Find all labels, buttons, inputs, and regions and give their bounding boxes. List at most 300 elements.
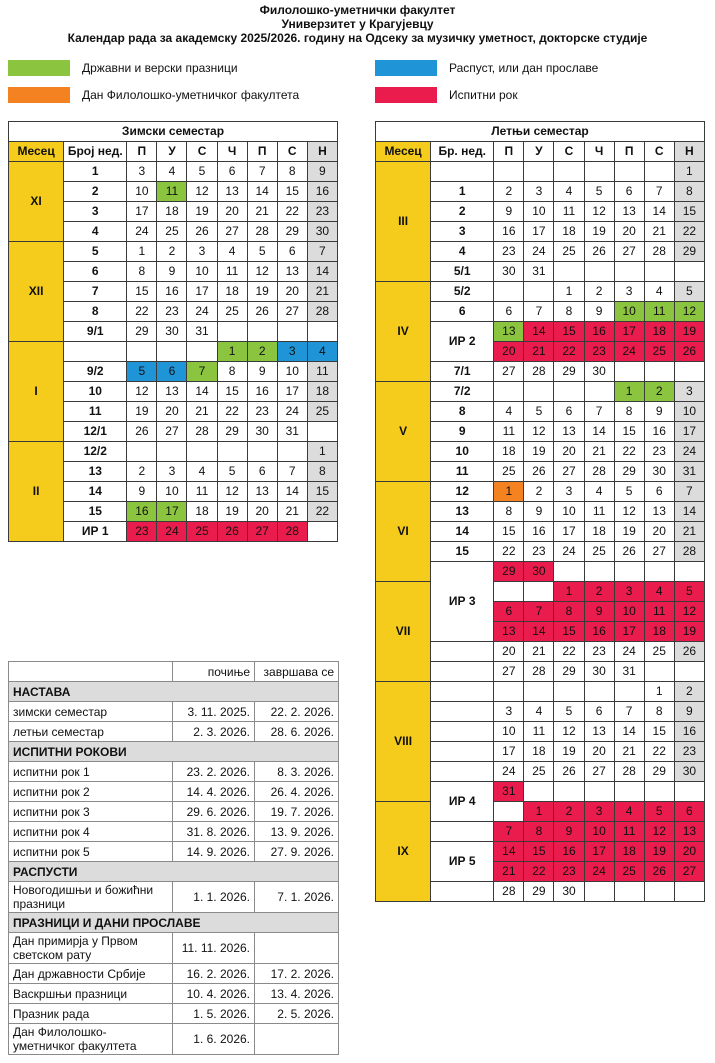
day-cell: 12 — [674, 302, 704, 322]
week-number: 7/2 — [431, 382, 494, 402]
week-number: 1 — [64, 162, 127, 182]
week-number: 8 — [431, 402, 494, 422]
day-cell: 7 — [307, 242, 337, 262]
start-date: 16. 2. 2026. — [173, 964, 255, 984]
day-cell: 25 — [187, 522, 217, 542]
day-cell: 28 — [644, 242, 674, 262]
day-cell: 14 — [187, 382, 217, 402]
month-label: VII — [376, 582, 431, 682]
day-cell: 1 — [127, 242, 157, 262]
day-cell: 7 — [277, 462, 307, 482]
day-cell: 26 — [247, 302, 277, 322]
start-date: 23. 2. 2026. — [173, 762, 255, 782]
day-cell — [307, 422, 337, 442]
day-cell: 15 — [217, 382, 247, 402]
day-cell: 11 — [157, 182, 187, 202]
day-cell: 27 — [277, 302, 307, 322]
day-cell: 2 — [524, 482, 554, 502]
day-cell — [494, 382, 524, 402]
day-cell: 17 — [674, 422, 704, 442]
day-cell: 8 — [127, 262, 157, 282]
start-date: 14. 9. 2026. — [173, 842, 255, 862]
column-header: С — [554, 142, 584, 162]
week-number — [431, 722, 494, 742]
day-cell: 31 — [277, 422, 307, 442]
day-cell: 18 — [614, 842, 644, 862]
day-cell: 11 — [217, 262, 247, 282]
date-label: зимски семестар — [9, 702, 173, 722]
day-cell: 7 — [524, 602, 554, 622]
day-cell — [157, 342, 187, 362]
day-cell: 1 — [614, 382, 644, 402]
day-cell: 16 — [554, 842, 584, 862]
date-label: Празник рада — [9, 1004, 173, 1024]
day-cell: 9 — [554, 822, 584, 842]
day-cell: 15 — [674, 202, 704, 222]
day-cell: 9 — [584, 602, 614, 622]
day-cell: 25 — [644, 642, 674, 662]
day-cell: 2 — [127, 462, 157, 482]
day-cell: 17 — [277, 382, 307, 402]
date-label: Дан примирја у Првом светском рату — [9, 933, 173, 964]
day-cell: 28 — [524, 662, 554, 682]
day-cell: 29 — [554, 662, 584, 682]
day-cell: 1 — [644, 682, 674, 702]
day-cell: 22 — [554, 342, 584, 362]
date-label: Васкршњи празници — [9, 984, 173, 1004]
day-cell: 26 — [217, 522, 247, 542]
day-cell: 24 — [157, 522, 187, 542]
day-cell: 29 — [127, 322, 157, 342]
day-cell: 17 — [614, 322, 644, 342]
date-label: летњи семестар — [9, 722, 173, 742]
day-cell: 5 — [524, 402, 554, 422]
week-number: 5/2 — [431, 282, 494, 302]
day-cell — [614, 162, 644, 182]
day-cell: 28 — [614, 762, 644, 782]
section-title: РАСПУСТИ — [9, 862, 339, 882]
date-label: испитни рок 2 — [9, 782, 173, 802]
day-cell: 5 — [127, 362, 157, 382]
day-cell: 30 — [674, 762, 704, 782]
day-cell: 9 — [247, 362, 277, 382]
day-cell: 10 — [614, 602, 644, 622]
day-cell: 3 — [554, 482, 584, 502]
day-cell: 29 — [554, 362, 584, 382]
day-cell — [307, 322, 337, 342]
day-cell: 31 — [524, 262, 554, 282]
day-cell: 28 — [307, 302, 337, 322]
day-cell: 27 — [674, 862, 704, 882]
day-cell: 8 — [554, 602, 584, 622]
day-cell: 25 — [494, 462, 524, 482]
week-number: 9/2 — [64, 362, 127, 382]
end-date: 27. 9. 2026. — [255, 842, 339, 862]
day-cell: 30 — [247, 422, 277, 442]
day-cell: 10 — [127, 182, 157, 202]
day-cell: 24 — [524, 242, 554, 262]
day-cell — [614, 562, 644, 582]
day-cell: 27 — [494, 662, 524, 682]
week-number: 14 — [64, 482, 127, 502]
day-cell: 6 — [614, 182, 644, 202]
key-dates-table — [8, 661, 339, 1055]
day-cell: 17 — [614, 622, 644, 642]
week-number: 5 — [64, 242, 127, 262]
column-header: Ч — [217, 142, 247, 162]
end-date — [255, 1024, 339, 1055]
day-cell: 10 — [584, 822, 614, 842]
day-cell: 3 — [187, 242, 217, 262]
day-cell: 13 — [277, 262, 307, 282]
day-cell: 15 — [524, 842, 554, 862]
day-cell: 15 — [554, 622, 584, 642]
week-number — [431, 682, 494, 702]
day-cell: 25 — [554, 242, 584, 262]
day-cell: 20 — [217, 202, 247, 222]
month-label: I — [9, 342, 64, 442]
day-cell: 21 — [187, 402, 217, 422]
day-cell — [217, 322, 247, 342]
day-cell: 19 — [217, 502, 247, 522]
day-cell: 18 — [584, 522, 614, 542]
day-cell: 17 — [584, 842, 614, 862]
day-cell: 14 — [277, 482, 307, 502]
day-cell: 28 — [524, 362, 554, 382]
day-cell: 20 — [247, 502, 277, 522]
month-label: IV — [376, 282, 431, 382]
week-row — [9, 342, 338, 362]
day-cell: 2 — [494, 182, 524, 202]
day-cell: 10 — [554, 502, 584, 522]
day-cell: 7 — [187, 362, 217, 382]
legend-label-break: Распуст, или дан прославе — [449, 61, 599, 75]
day-cell — [554, 782, 584, 802]
day-cell: 10 — [524, 202, 554, 222]
day-cell: 5 — [584, 182, 614, 202]
day-cell — [277, 442, 307, 462]
day-cell: 21 — [524, 342, 554, 362]
start-date: 10. 4. 2026. — [173, 984, 255, 1004]
day-cell: 5 — [187, 162, 217, 182]
week-number: 12/1 — [64, 422, 127, 442]
day-cell — [187, 442, 217, 462]
day-cell: 19 — [674, 322, 704, 342]
day-cell: 7 — [494, 822, 524, 842]
day-cell: 14 — [494, 842, 524, 862]
day-cell — [644, 662, 674, 682]
date-row — [9, 882, 339, 913]
day-cell: 24 — [614, 342, 644, 362]
day-cell: 27 — [614, 242, 644, 262]
day-cell: 20 — [494, 642, 524, 662]
day-cell: 16 — [584, 322, 614, 342]
end-date: 26. 4. 2026. — [255, 782, 339, 802]
day-cell: 3 — [584, 802, 614, 822]
day-cell: 21 — [277, 502, 307, 522]
day-cell: 9 — [494, 202, 524, 222]
day-cell: 13 — [554, 422, 584, 442]
date-row — [9, 842, 339, 862]
week-number: 10 — [431, 442, 494, 462]
day-cell: 28 — [277, 522, 307, 542]
day-cell: 7 — [644, 182, 674, 202]
day-cell: 18 — [644, 322, 674, 342]
day-cell: 4 — [187, 462, 217, 482]
day-cell — [524, 582, 554, 602]
legend-swatch-holidays — [8, 60, 70, 76]
week-number: 2 — [64, 182, 127, 202]
day-cell: 16 — [127, 502, 157, 522]
day-cell: 26 — [674, 342, 704, 362]
day-cell — [674, 562, 704, 582]
day-cell: 19 — [554, 742, 584, 762]
day-cell: 16 — [307, 182, 337, 202]
week-number: ИР 5 — [431, 842, 494, 882]
day-cell: 2 — [674, 682, 704, 702]
day-cell: 19 — [614, 522, 644, 542]
day-cell: 7 — [524, 302, 554, 322]
day-cell: 23 — [584, 342, 614, 362]
day-cell — [644, 882, 674, 902]
day-cell: 12 — [584, 202, 614, 222]
day-cell: 8 — [554, 302, 584, 322]
day-cell: 21 — [307, 282, 337, 302]
date-label: испитни рок 3 — [9, 802, 173, 822]
day-cell: 25 — [217, 302, 247, 322]
date-row — [9, 933, 339, 964]
semester-title: Зимски семестар — [9, 122, 338, 142]
column-header: Ч — [584, 142, 614, 162]
legend-break — [375, 59, 598, 77]
section-title: ПРАЗНИЦИ И ДАНИ ПРОСЛАВЕ — [9, 913, 339, 933]
day-cell: 14 — [524, 322, 554, 342]
date-label: Дан Филолошко-уметничког факултета — [9, 1024, 173, 1055]
week-number: 7 — [64, 282, 127, 302]
day-cell: 24 — [187, 302, 217, 322]
day-cell: 10 — [187, 262, 217, 282]
day-cell: 28 — [247, 222, 277, 242]
day-cell — [217, 442, 247, 462]
day-cell: 9 — [584, 302, 614, 322]
day-cell: 28 — [494, 882, 524, 902]
day-cell: 31 — [494, 782, 524, 802]
day-cell: 20 — [494, 342, 524, 362]
week-number — [431, 742, 494, 762]
month-label: IX — [376, 802, 431, 902]
day-cell: 6 — [584, 702, 614, 722]
week-number: ИР 1 — [64, 522, 127, 542]
day-cell: 15 — [644, 722, 674, 742]
day-cell — [494, 802, 524, 822]
day-cell: 29 — [217, 422, 247, 442]
week-number: 1 — [431, 182, 494, 202]
day-cell: 17 — [127, 202, 157, 222]
day-cell: 15 — [127, 282, 157, 302]
end-date: 2. 5. 2026. — [255, 1004, 339, 1024]
day-cell: 5 — [217, 462, 247, 482]
day-cell: 12 — [674, 602, 704, 622]
day-cell: 20 — [644, 522, 674, 542]
day-cell: 28 — [674, 542, 704, 562]
day-cell: 12 — [247, 262, 277, 282]
section-title: НАСТАВА — [9, 682, 339, 702]
day-cell: 11 — [554, 202, 584, 222]
date-label: испитни рок 1 — [9, 762, 173, 782]
day-cell: 22 — [494, 542, 524, 562]
week-number — [431, 822, 494, 842]
week-number: 3 — [64, 202, 127, 222]
day-cell: 17 — [524, 222, 554, 242]
day-cell: 4 — [157, 162, 187, 182]
end-date: 13. 4. 2026. — [255, 984, 339, 1004]
date-label: Новогодишњи и божићни празници — [9, 882, 173, 913]
week-number: 15 — [64, 502, 127, 522]
legend-exam — [375, 86, 518, 104]
day-cell: 8 — [494, 502, 524, 522]
week-number: 6 — [431, 302, 494, 322]
day-cell: 13 — [157, 382, 187, 402]
day-cell: 18 — [524, 742, 554, 762]
day-cell: 3 — [127, 162, 157, 182]
week-number: 9/1 — [64, 322, 127, 342]
day-cell — [157, 442, 187, 462]
day-cell — [554, 262, 584, 282]
day-cell: 10 — [494, 722, 524, 742]
day-cell: 29 — [614, 462, 644, 482]
day-cell: 29 — [277, 222, 307, 242]
day-cell: 19 — [187, 202, 217, 222]
day-cell: 30 — [307, 222, 337, 242]
day-cell: 30 — [524, 562, 554, 582]
legend-label-exam: Испитни рок — [449, 88, 518, 102]
end-date: 22. 2. 2026. — [255, 702, 339, 722]
week-row — [376, 482, 705, 502]
end-date: 13. 9. 2026. — [255, 822, 339, 842]
column-header: У — [524, 142, 554, 162]
date-row — [9, 802, 339, 822]
day-cell: 6 — [644, 482, 674, 502]
month-label: II — [9, 442, 64, 542]
week-number: 4 — [431, 242, 494, 262]
week-number: 8 — [64, 302, 127, 322]
calendar-title: Календар рада за академску 2025/2026. годину на Одсеку за музичку уметност, докторске студије — [67, 31, 648, 45]
day-cell — [614, 782, 644, 802]
day-cell: 13 — [494, 322, 524, 342]
day-cell: 8 — [277, 162, 307, 182]
day-cell — [584, 562, 614, 582]
day-cell: 8 — [217, 362, 247, 382]
day-cell: 31 — [187, 322, 217, 342]
column-header: Н — [674, 142, 704, 162]
day-cell: 14 — [644, 202, 674, 222]
day-cell: 29 — [524, 882, 554, 902]
day-cell: 14 — [614, 722, 644, 742]
day-cell: 7 — [584, 402, 614, 422]
day-cell: 6 — [494, 602, 524, 622]
day-cell: 12 — [127, 382, 157, 402]
month-label: XI — [9, 162, 64, 242]
day-cell: 21 — [524, 642, 554, 662]
week-number: 2 — [431, 202, 494, 222]
day-cell — [614, 882, 644, 902]
day-cell: 28 — [584, 462, 614, 482]
end-date: 17. 2. 2026. — [255, 964, 339, 984]
day-cell: 11 — [524, 722, 554, 742]
day-cell — [584, 382, 614, 402]
day-cell: 20 — [554, 442, 584, 462]
day-cell: 28 — [187, 422, 217, 442]
day-cell: 26 — [674, 642, 704, 662]
day-cell: 13 — [644, 502, 674, 522]
day-cell: 2 — [157, 242, 187, 262]
start-date: 1. 1. 2026. — [173, 882, 255, 913]
day-cell — [644, 562, 674, 582]
day-cell: 5 — [674, 582, 704, 602]
dates-corner — [9, 662, 173, 682]
day-cell: 15 — [277, 182, 307, 202]
day-cell: 2 — [584, 282, 614, 302]
day-cell: 6 — [494, 302, 524, 322]
day-cell: 11 — [584, 502, 614, 522]
day-cell: 4 — [644, 582, 674, 602]
day-cell: 30 — [494, 262, 524, 282]
winter-semester-table — [8, 121, 338, 542]
day-cell: 16 — [494, 222, 524, 242]
day-cell — [307, 522, 337, 542]
day-cell: 18 — [217, 282, 247, 302]
legend-holidays — [8, 59, 238, 77]
day-cell — [614, 262, 644, 282]
day-cell: 25 — [157, 222, 187, 242]
day-cell — [584, 262, 614, 282]
day-cell: 8 — [644, 702, 674, 722]
day-cell: 10 — [157, 482, 187, 502]
day-cell: 13 — [614, 202, 644, 222]
day-cell: 10 — [674, 402, 704, 422]
day-cell: 11 — [614, 822, 644, 842]
day-cell: 25 — [614, 862, 644, 882]
week-row — [376, 382, 705, 402]
day-cell: 17 — [187, 282, 217, 302]
day-cell: 21 — [494, 862, 524, 882]
day-cell: 1 — [554, 582, 584, 602]
day-cell: 6 — [554, 402, 584, 422]
legend-label-faculty-day: Дан Филолошко-уметничког факултета — [82, 88, 300, 102]
week-number: 15 — [431, 542, 494, 562]
day-cell: 18 — [307, 382, 337, 402]
day-cell: 4 — [217, 242, 247, 262]
column-header: Месец — [376, 142, 431, 162]
week-number: 5/1 — [431, 262, 494, 282]
day-cell — [644, 362, 674, 382]
start-date: 1. 5. 2026. — [173, 1004, 255, 1024]
day-cell: 1 — [524, 802, 554, 822]
day-cell: 8 — [524, 822, 554, 842]
day-cell: 22 — [554, 642, 584, 662]
end-date: 8. 3. 2026. — [255, 762, 339, 782]
day-cell: 30 — [584, 362, 614, 382]
day-cell: 5 — [614, 482, 644, 502]
day-cell: 12 — [644, 822, 674, 842]
day-cell: 13 — [247, 482, 277, 502]
day-cell: 25 — [307, 402, 337, 422]
day-cell: 26 — [127, 422, 157, 442]
day-cell: 8 — [614, 402, 644, 422]
start-date: 11. 11. 2026. — [173, 933, 255, 964]
date-row — [9, 1024, 339, 1055]
day-cell: 3 — [157, 462, 187, 482]
